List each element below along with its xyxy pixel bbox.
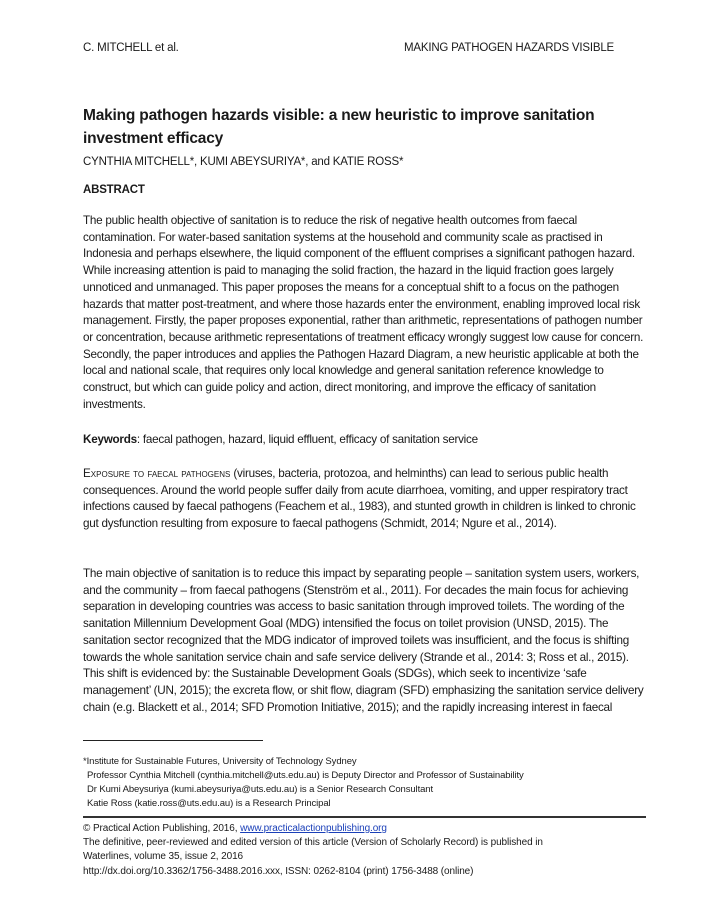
doi-line: http://dx.doi.org/10.3362/1756-3488.2016.xxx, ISSN: 0262-8104 (print) 1756-3488 (online)	[83, 865, 474, 877]
footnote-divider	[83, 740, 263, 741]
version-line: The definitive, peer-reviewed and edited version of this article (Version of Scholarly Record) is published in	[83, 837, 543, 849]
publisher-link[interactable]: www.practicalactionpublishing.org	[240, 823, 387, 834]
running-head-title: MAKING PATHOGEN HAZARDS VISIBLE	[404, 42, 614, 54]
keywords	[83, 432, 648, 449]
journal-line: Waterlines, volume 35, issue 2, 2016	[83, 851, 244, 863]
footnotes	[83, 755, 653, 811]
copyright-text: © Practical Action Publishing, 2016,	[83, 823, 241, 834]
body-paragraph-1	[83, 466, 648, 533]
footnote-author-2: Dr Kumi Abeysuriya (kumi.abeysuriya@uts.edu.au) is a Senior Research Consultant	[87, 784, 434, 795]
abstract-text: The public health objective of sanitation is to reduce the risk of negative health outcomes from faecal contamination. For water-based sanitation systems at the household and community scale as practised in Indonesia and perhaps elsewhere, the liquid component of the effluent comprises a significant pathogen hazard. While increasing attention is paid to managing the solid fraction, the hazard in the liquid fraction goes largely unnoticed and unmanaged. This paper proposes the means for a conceptual shift to a focus on the pathogen hazards that matter post-treatment, and where those hazards enter the environment, enabling improved local risk management. Firstly, the paper proposes exponential, rather than arithmetic, representations of pathogen number or concentration, because arithmetic representations of treatment efficacy wrongly suggest low cause for concern. Secondly, the paper introduces and applies the Pathogen Hazard Diagram, a new heuristic applicable at both the local and national scale, that requires only local knowledge and general sanitation reference knowledge to construct, but which can guide policy and action, direct monitoring, and improve the efficacy of sanitation investments.	[83, 214, 644, 411]
body-paragraph-2: The main objective of sanitation is to reduce this impact by separating people – sanitation system users, workers, and the community – from faecal pathogens (Stenström et al., 2011). For decades the main focus for achieving separation in developing countries was access to basic sanitation through improved toilets. The wording of the sanitation Millennium Development Goal (MDG) intensified the focus on toilet provision (UNSD, 2015). The sanitation sector recognized that the MDG indicator of improved toilets was insufficient, and the focus is shifting towards the whole sanitation service chain and safe service delivery (Strande et al., 2014: 3; Ross et al., 2015). This shift is evidenced by: the Sustainable Development Goals (SDGs), which seek to incentivize ‘safe management’ (UN, 2015); the excreta flow, or shit flow, diagram (SFD) emphasizing the sanitation service delivery chain (e.g. Blackett et al., 2014; SFD Promotion Initiative, 2015); and the rapidly increasing interest in faecal	[83, 567, 644, 714]
article-title: Making pathogen hazards visible: a new heuristic to improve sanitation investment efficacy	[83, 107, 595, 147]
paragraph-1-text: (viruses, bacteria, protozoa, and helminths) can lead to serious public health consequences. Around the world people suffer daily from acute diarrhoea, vomiting, and upper respiratory tract infections caused by faecal pathogens (Feachem et al., 1983), and stunted growth in children is linked to chronic gut dysfunction resulting from exposure to faecal pathogens (Schmidt, 2014; Ngure et al., 2014).	[83, 467, 636, 531]
footnote-affiliation: *Institute for Sustainable Futures, University of Technology Sydney	[83, 756, 357, 767]
footnote-author-3: Katie Ross (katie.ross@uts.edu.au) is a Research Principal	[87, 798, 331, 809]
footer-divider	[83, 816, 646, 818]
running-head	[83, 42, 614, 54]
abstract-heading: ABSTRACT	[83, 184, 145, 196]
author-list: CYNTHIA MITCHELL*, KUMI ABEYSURIYA*, and KATIE ROSS*	[83, 156, 404, 168]
keywords-label: Keywords	[83, 433, 137, 446]
footnote-author-1: Professor Cynthia Mitchell (cynthia.mitchell@uts.edu.au) is Deputy Director and Professor of Sustainability	[87, 770, 524, 781]
publication-footer	[83, 822, 653, 879]
running-head-authors: C. MITCHELL et al.	[83, 42, 179, 54]
copyright-line	[83, 822, 653, 836]
keywords-text: : faecal pathogen, hazard, liquid effluent, efficacy of sanitation service	[136, 433, 478, 446]
paragraph-lead-in: Exposure to faecal pathogens	[83, 467, 231, 480]
